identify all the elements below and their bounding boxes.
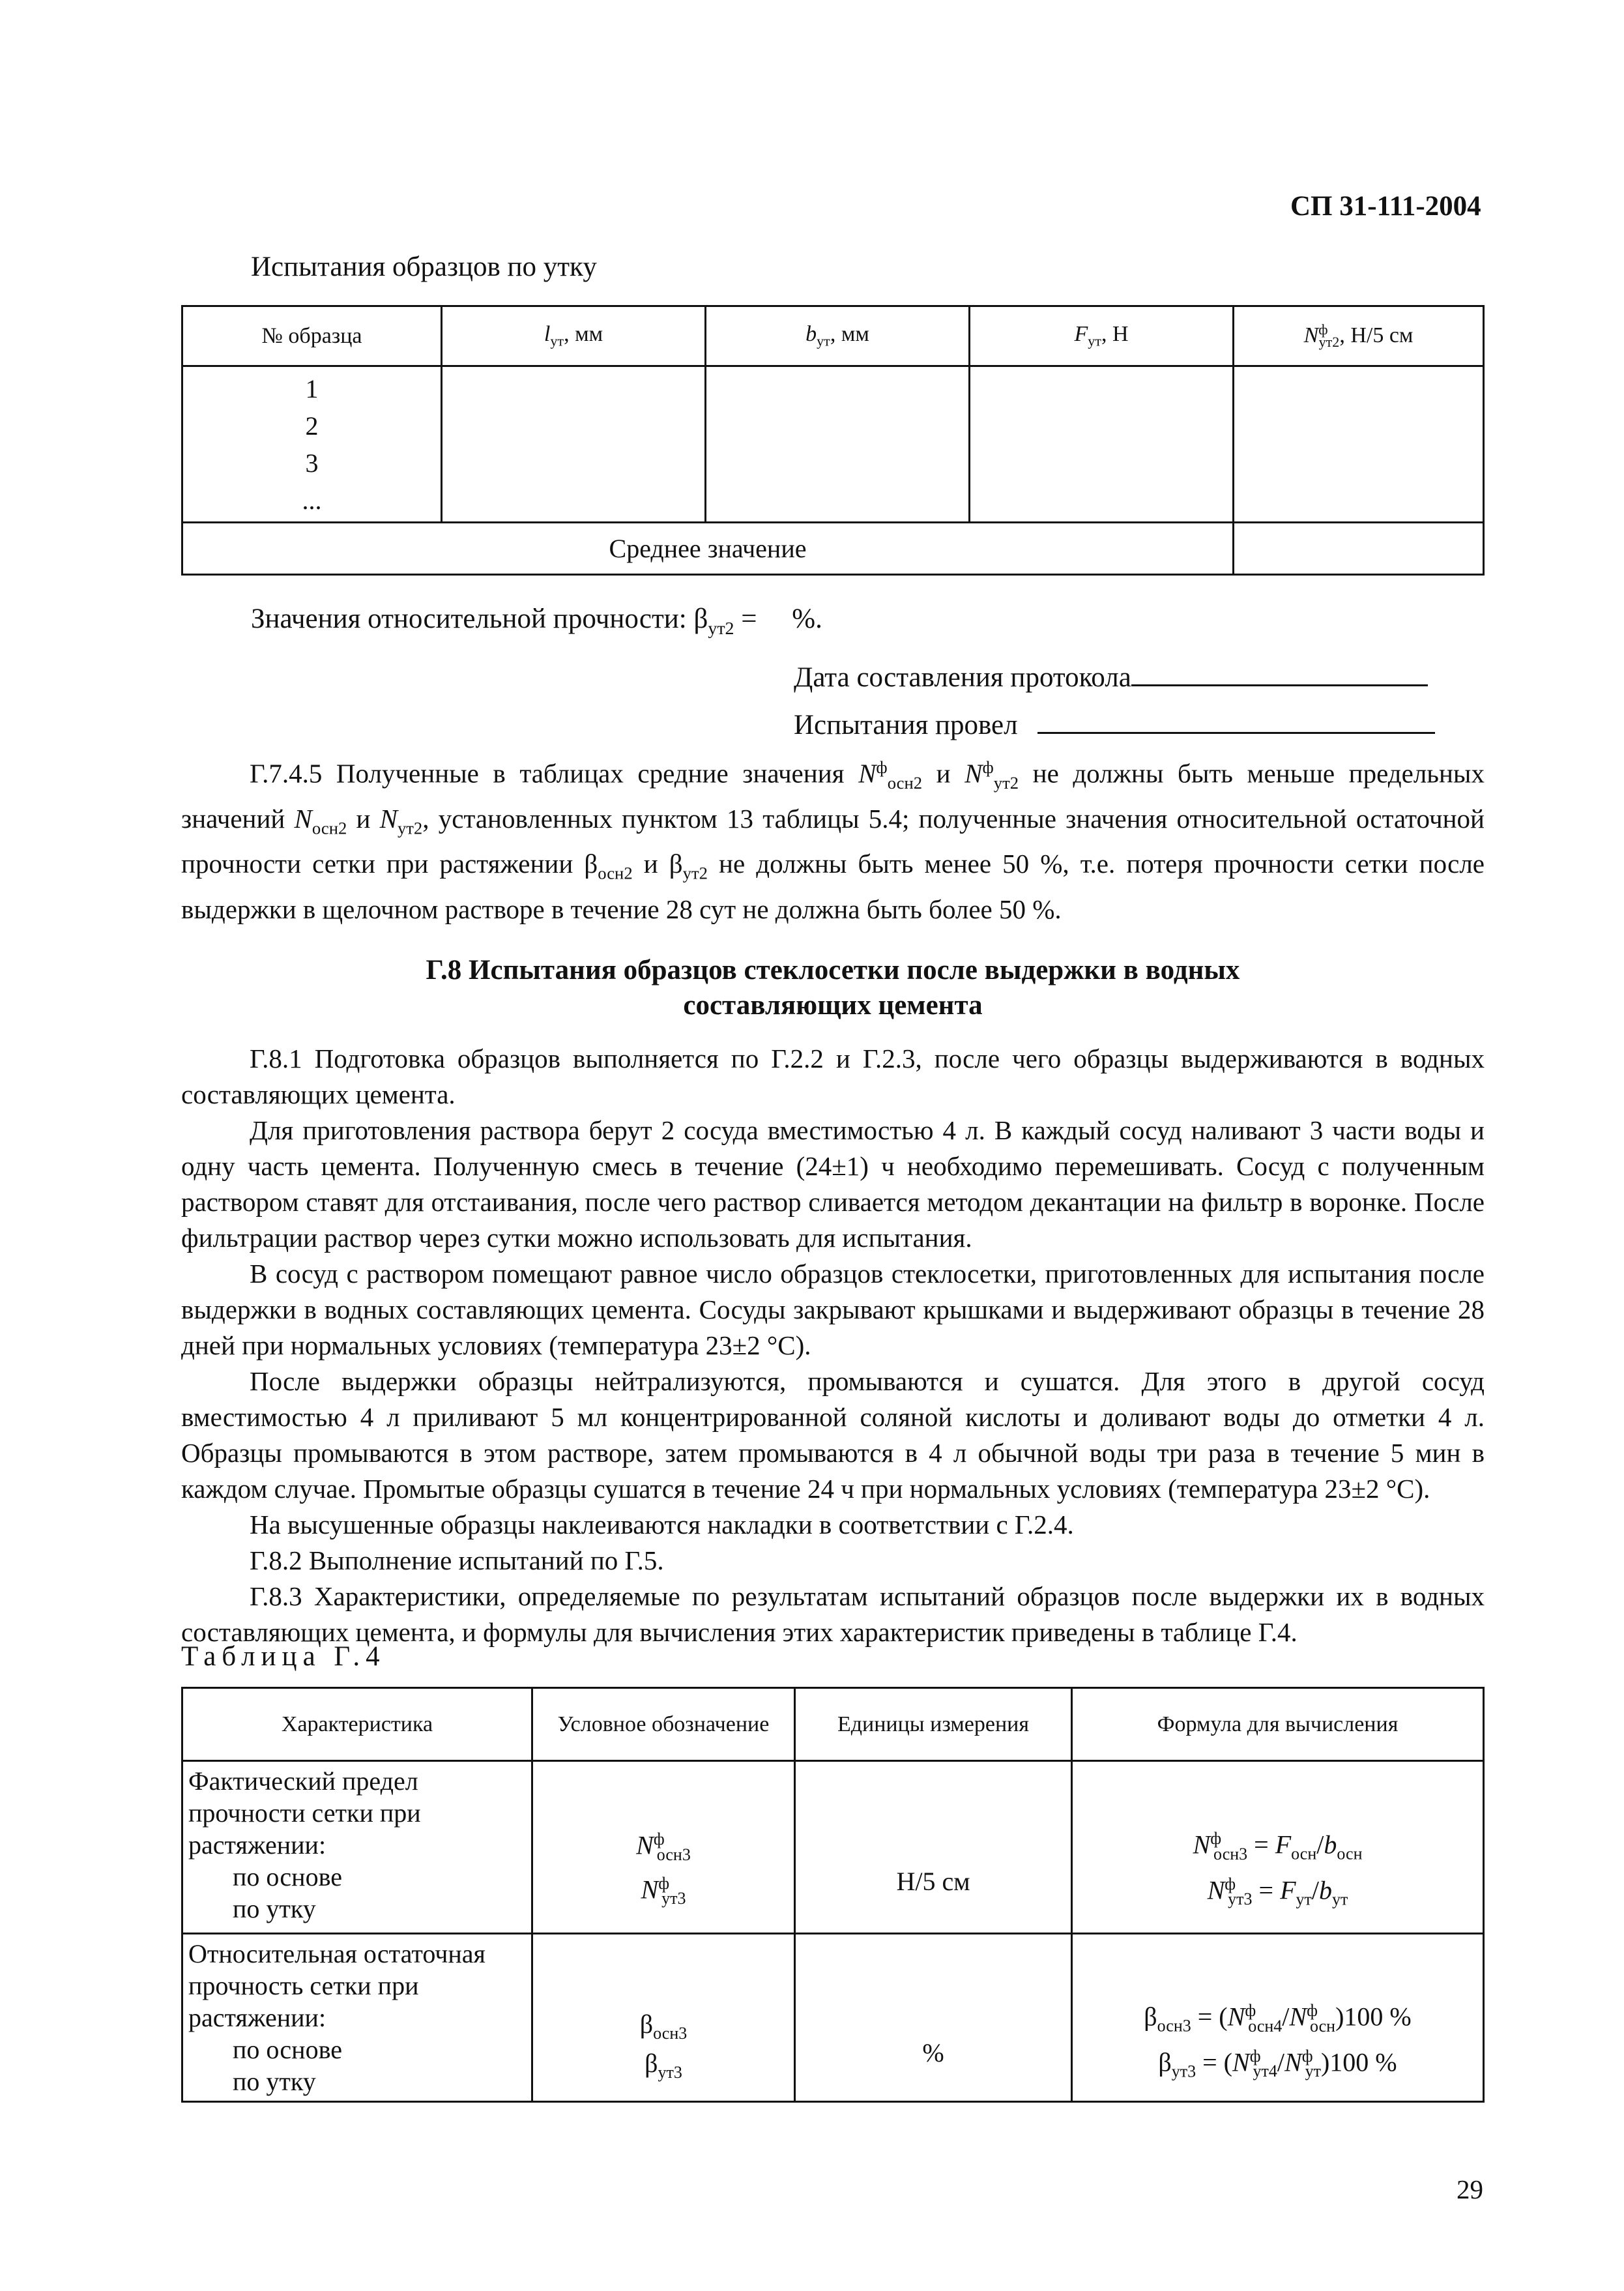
header-width: $b_{ут}$, мм xyxy=(706,306,970,366)
g4-row1-units: Н/5 см xyxy=(795,1761,1072,1934)
tested-by-blank xyxy=(1037,706,1435,734)
header-length: $l_{ут}$, мм xyxy=(442,306,706,366)
g4-row2-units: % xyxy=(795,1934,1072,2102)
paragraph-neutralization: После выдержки образцы нейтрализуются, промываются и сушатся. Для этого в другой сосуд вместимостью 4 л приливают 5 мл концентрированной соляной кислоты и доливают воды до отметки 4 л. Образцы промываются в этом растворе, затем промываются в 4 л обычной воды три раза в течение 5 мин в каждом случае. Промытые образцы сушатся в течение 24 ч при нормальных условиях (температура 23±2 °С). xyxy=(181,1366,1485,1504)
table-g4-header-row xyxy=(182,1688,1484,1761)
strength-cell xyxy=(1234,366,1484,523)
paragraph-pads: На высушенные образцы наклеиваются накладки в соответствии с Г.2.4. xyxy=(250,1510,1074,1539)
g4-row-actual-strength xyxy=(182,1761,1484,1934)
g4-header-formula: Формула для вычисления xyxy=(1072,1688,1484,1761)
header-sample-number: № образца xyxy=(182,306,442,366)
g4-row2-symbol: $\beta_{осн3}$ $\beta_{ут3}$ xyxy=(532,1934,795,2102)
protocol-date-blank xyxy=(1131,658,1428,686)
weft-tests-caption: Испытания образцов по утку xyxy=(251,252,597,282)
weft-table-header-row xyxy=(182,306,1484,366)
g4-header-units: Единицы измерения xyxy=(795,1688,1072,1761)
g4-row1-formula: $N^ф_{осн3} = F_{осн}/b_{осн}$ $N^ф_{ут3} = F_{ут}/b_{ут}$ xyxy=(1072,1761,1484,1934)
g4-row-relative-strength xyxy=(182,1934,1484,2102)
g4-row2-characteristic: Относительная остаточная прочность сетки при растяжении: по основе по утку xyxy=(182,1934,532,2102)
weft-table-data-row xyxy=(182,366,1484,523)
g4-row2-formula: $\beta_{осн3} = (N^ф_{осн4}/N^ф_{осн})100$ % $\beta_{ут3} = (N^ф_{ут4}/N^ф_{ут})100$ % xyxy=(1072,1934,1484,2102)
header-strength: $N^ф_{ут2}$, Н/5 см xyxy=(1234,306,1484,366)
paragraph-g82: Г.8.2 Выполнение испытаний по Г.5. xyxy=(250,1545,664,1575)
paragraph-vessel: В сосуд с раствором помещают равное число образцов стеклосетки, приготовленных для испытания после выдержки в водных составляющих цемента. Сосуды закрывают крышками и выдерживают образцы в течение 28 дней при нормальных условиях (температура 23±2 °С). xyxy=(181,1259,1485,1360)
g4-row1-characteristic: Фактический предел прочности сетки при растяжении: по основе по утку xyxy=(182,1761,532,1934)
paragraph-solution-prep: Для приготовления раствора берут 2 сосуда вместимостью 4 л. В каждый сосуд наливают 3 части воды и одну часть цемента. Полученную смесь в течение (24±1) ч необходимо перемешивать. Сосуд с полученным раствором ставят для отстаивания, после чего раствор сливается методом декантации на фильтр в воронке. После фильтрации раствор через сутки можно использовать для испытания. xyxy=(181,1115,1485,1253)
average-value-cell xyxy=(1234,523,1484,575)
protocol-date-line: Дата составления протокола xyxy=(794,658,1428,693)
table-g4-caption: Таблица Г.4 xyxy=(181,1641,386,1672)
g4-header-symbol: Условное обозначение xyxy=(532,1688,795,1761)
header-force: $F_{ут}$, Н xyxy=(970,306,1234,366)
paragraph-g745: Г.7.4.5 Полученные в таблицах средние значения $N^ф_{осн2}$ и $N^ф_{ут2}$ не должны быть меньше предельных значений $N_{осн2}$ и $N_{ут2}$, установленных пунктом 13 таблицы 5.4; полученные значения относительной остаточной прочности сетки при растяжении $\beta_{осн2}$ и $\beta_{ут2}$ не должны быть менее 50 %, т.е. потеря прочности сетки после выдержки в щелочном растворе в течение 28 сут не должна быть более 50 %. xyxy=(181,757,1485,924)
paragraph-g81: Г.8.1 Подготовка образцов выполняется по Г.2.2 и Г.2.3, после чего образцы выдерживаются в водных составляющих цемента. xyxy=(181,1043,1485,1109)
document-code: СП 31-111-2004 xyxy=(1290,191,1481,222)
g4-header-characteristic: Характеристика xyxy=(182,1688,532,1761)
weft-test-table xyxy=(181,305,1485,576)
width-cell xyxy=(706,366,970,523)
average-label-cell: Среднее значение xyxy=(182,523,1234,575)
section-g8-heading: Г.8 Испытания образцов стеклосетки после выдержки в водных составляющих цемента xyxy=(426,955,1240,1021)
table-g4 xyxy=(181,1687,1485,2103)
section-g8-body xyxy=(181,1041,1485,1650)
weft-table-average-row xyxy=(182,523,1484,575)
relative-strength-line: Значения относительной прочности: $\beta_{ут2}$ = %. xyxy=(251,604,822,639)
length-cell xyxy=(442,366,706,523)
sample-numbers-cell: 1 2 3 ... xyxy=(182,366,442,523)
tested-by-line: Испытания провел xyxy=(794,706,1435,741)
force-cell xyxy=(970,366,1234,523)
g4-row1-symbol: $N^ф_{осн3}$ $N^ф_{ут3}$ xyxy=(532,1761,795,1934)
page-number: 29 xyxy=(1457,2174,1483,2204)
paragraph-g83: Г.8.3 Характеристики, определяемые по результатам испытаний образцов после выдержки их в водных составляющих цемента, и формулы для вычисления этих характеристик приведены в таблице Г.4. xyxy=(181,1581,1485,1647)
